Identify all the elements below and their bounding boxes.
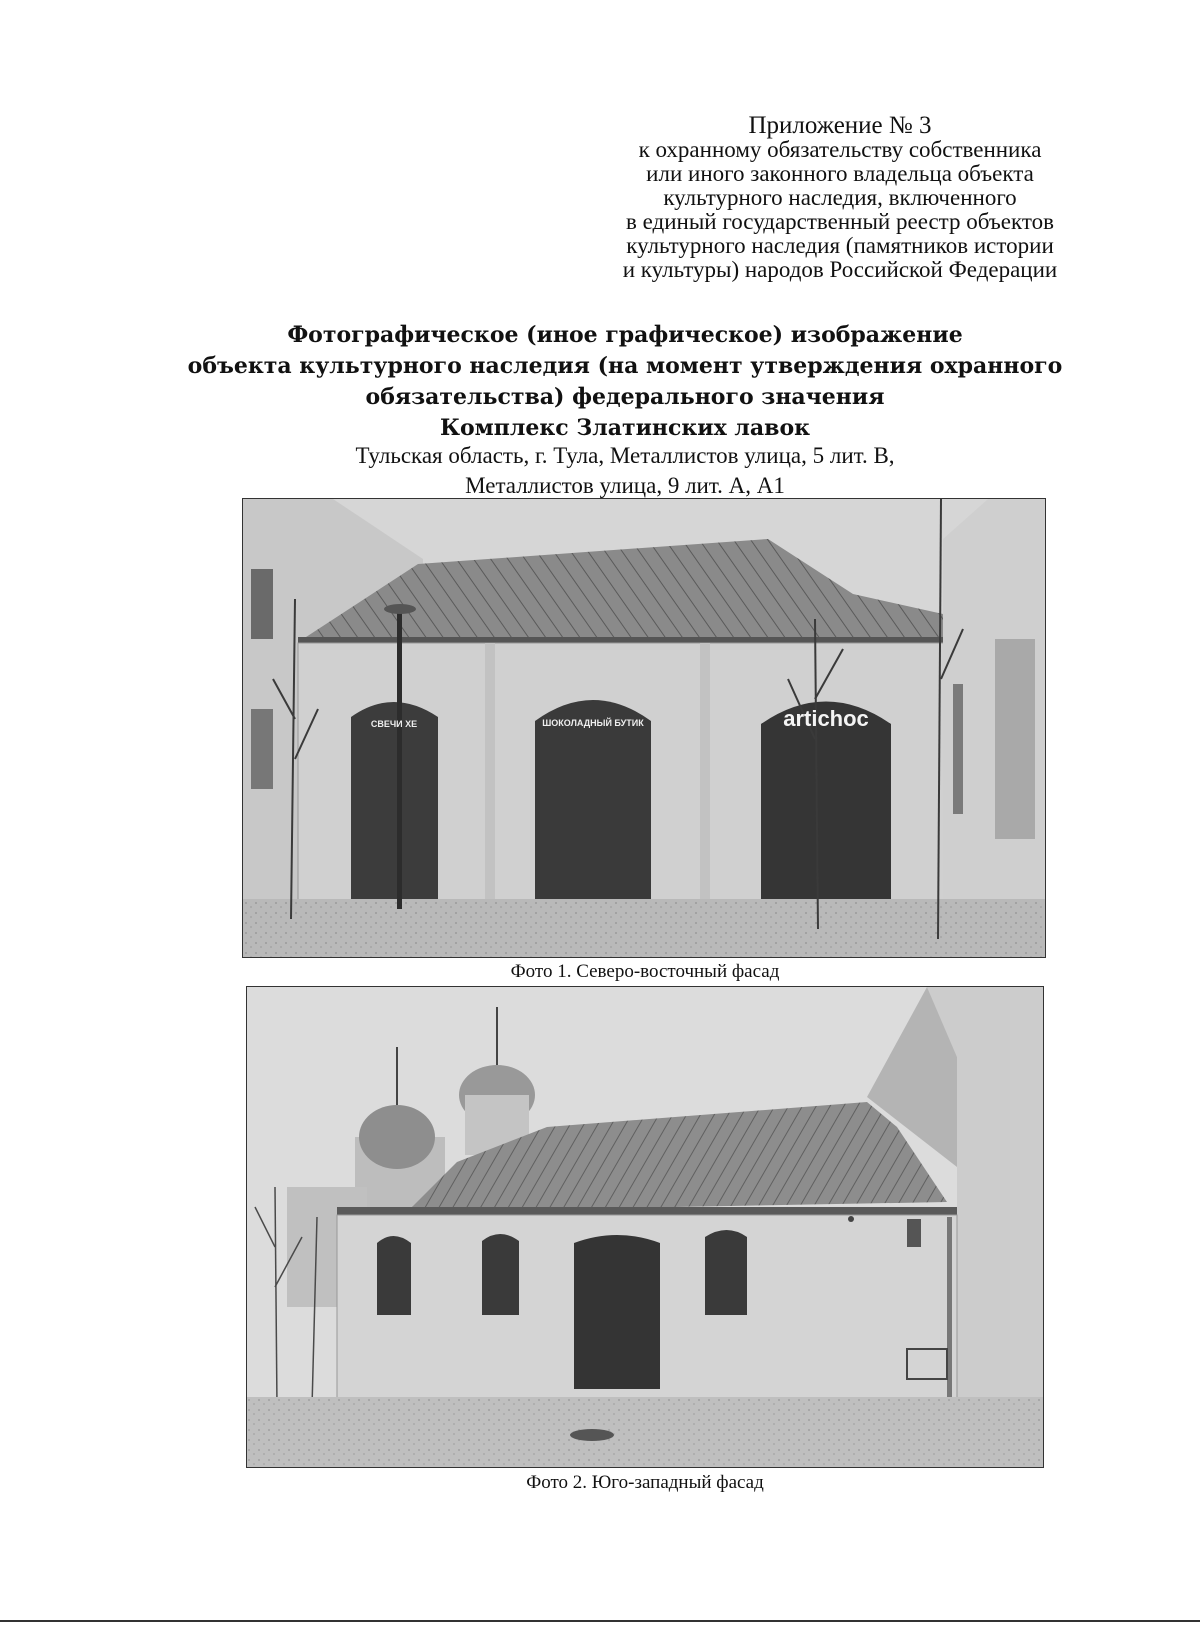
appendix-line: или иного законного владельца объекта [646, 161, 1034, 186]
title-line: обязательства) федерального значения [365, 384, 885, 410]
appendix-line: культурного наследия (памятников истории [626, 233, 1054, 258]
title-line: Фотографическое (иное графическое) изображение [287, 322, 963, 348]
object-address [180, 441, 1070, 501]
page-bottom-edge [0, 1620, 1200, 1622]
address-line: Тульская область, г. Тула, Металлистов улица, 5 лит. В, [355, 443, 895, 468]
photo-1-caption: Фото 1. Северо-восточный фасад [510, 961, 780, 982]
appendix-line: в единый государственный реестр объектов [626, 209, 1054, 234]
title-line: объекта культурного наследия (на момент утверждения охранного [187, 353, 1063, 379]
address-line: Металлистов улица, 9 лит. А, А1 [465, 473, 785, 498]
shop-sign-left: СВЕЧИ ХЕ [370, 719, 418, 729]
shop-sign-chocolate: ШОКОЛАДНЫЙ БУТИК [542, 718, 644, 728]
photo-2-illustration [247, 987, 1043, 1467]
shop-sign-artichoc: artichoc [783, 706, 869, 731]
appendix-number: Приложение № 3 [748, 112, 932, 139]
photo-1-signs [243, 499, 1045, 957]
appendix-line: к охранному обязательству собственника [638, 137, 1042, 162]
photo-2-caption: Фото 2. Юго-западный фасад [526, 1472, 764, 1493]
appendix-line: и культуры) народов Российской Федерации [622, 257, 1058, 282]
object-name: Комплекс Златинских лавок [439, 415, 811, 441]
photo-northeast-facade [242, 498, 1046, 958]
appendix-header [560, 114, 1120, 282]
appendix-line: культурного наследия, включенного [663, 185, 1017, 210]
document-title [180, 320, 1070, 444]
photo-southwest-facade [246, 986, 1044, 1468]
